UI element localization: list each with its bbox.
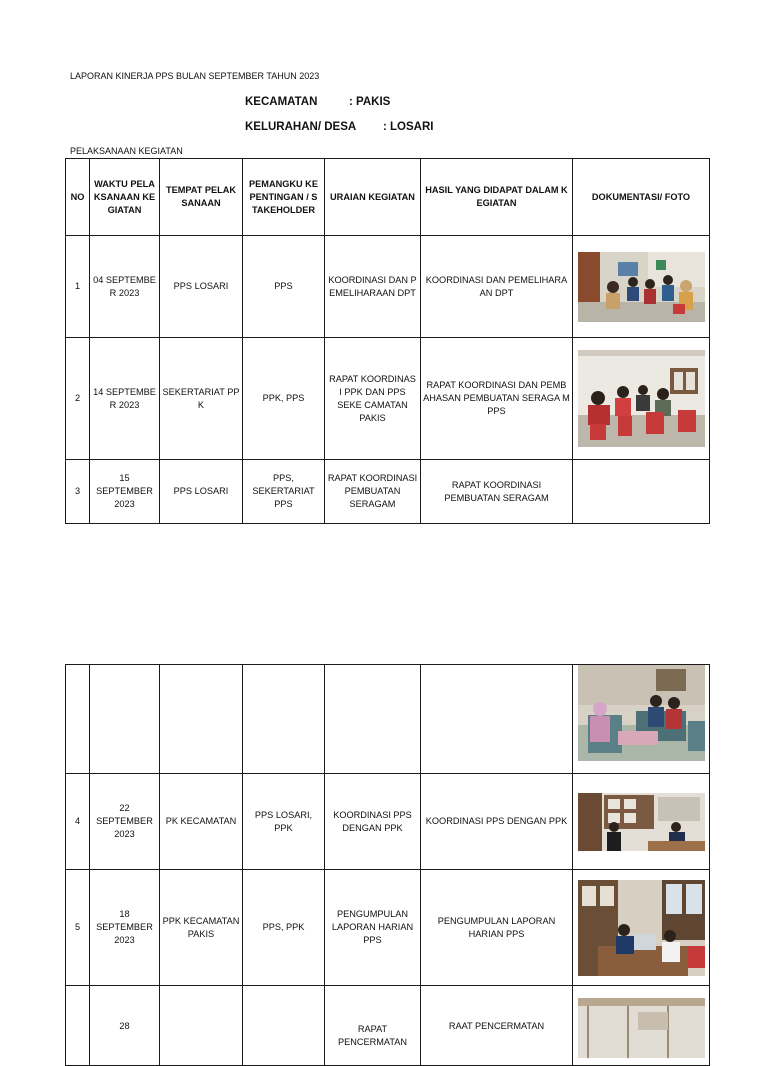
table-row (66, 236, 710, 338)
header-pemangku: PEMANGKU KE PENTINGAN / S TAKEHOLDER (243, 159, 325, 236)
cell-tempat: PPK KECAMATAN PAKIS (160, 870, 243, 986)
header-uraian: URAIAN KEGIATAN (325, 159, 421, 236)
ceiling-photo (578, 998, 705, 1058)
office-desk-photo (578, 880, 705, 976)
header-tempat: TEMPAT PELAK SANAAN (160, 159, 243, 236)
section-title: PELAKSANAAN KEGIATAN (70, 146, 183, 156)
cell-photo (573, 665, 710, 774)
cell-uraian: RAPAT PENCERMATAN (325, 986, 421, 1066)
cell-no: 4 (66, 774, 90, 870)
cell-uraian: RAPAT KOORDINASI PEMBUATAN SERAGAM (325, 460, 421, 524)
activity-table (65, 158, 710, 524)
office-photo (578, 793, 705, 851)
cell-no (66, 986, 90, 1066)
cell-hasil: RAPAT KOORDINASI DAN PEMB AHASAN PEMBUATAN SERAGA M PPS (421, 338, 573, 460)
cell-hasil (421, 665, 573, 774)
cell-hasil: KOORDINASI PPS DENGAN PPK (421, 774, 573, 870)
cell-uraian: KOORDINASI DAN P EMELIHARAAN DPT (325, 236, 421, 338)
cell-no: 2 (66, 338, 90, 460)
cell-waktu: 22 SEPTEMBER 2023 (90, 774, 160, 870)
cell-tempat (160, 986, 243, 1066)
cell-pemangku (243, 986, 325, 1066)
cell-no (66, 665, 90, 774)
cell-tempat (160, 665, 243, 774)
cell-photo (573, 774, 710, 870)
cell-hasil: RAAT PENCERMATAN (421, 986, 573, 1066)
cell-pemangku: PPS, SEKERTARIAT PPS (243, 460, 325, 524)
table-row (66, 338, 710, 460)
cell-waktu (90, 665, 160, 774)
report-title: LAPORAN KINERJA PPS BULAN SEPTEMBER TAHUN 2023 (70, 71, 320, 81)
cell-photo (573, 870, 710, 986)
hall-meeting-photo (578, 350, 705, 447)
cell-hasil: KOORDINASI DAN PEMELIHARA AN DPT (421, 236, 573, 338)
cell-no: 3 (66, 460, 90, 524)
cell-no: 1 (66, 236, 90, 338)
kecamatan-label: KECAMATAN (245, 96, 318, 108)
table-row (66, 665, 710, 774)
table-header-row (66, 159, 710, 236)
cell-photo (573, 460, 710, 524)
cell-waktu: 04 SEPTEMBE R 2023 (90, 236, 160, 338)
cell-tempat: PPS LOSARI (160, 460, 243, 524)
cell-photo (573, 338, 710, 460)
cell-photo (573, 986, 710, 1066)
header-hasil: HASIL YANG DIDAPAT DALAM K EGIATAN (421, 159, 573, 236)
table-row (66, 774, 710, 870)
cell-tempat: PPS LOSARI (160, 236, 243, 338)
cell-pemangku: PPK, PPS (243, 338, 325, 460)
cell-tempat: SEKERTARIAT PP K (160, 338, 243, 460)
cell-waktu: 15 SEPTEMBER 2023 (90, 460, 160, 524)
header-dokumentasi: DOKUMENTASI/ FOTO (573, 159, 710, 236)
table-row (66, 460, 710, 524)
header-no: NO (66, 159, 90, 236)
cell-waktu: 14 SEPTEMBE R 2023 (90, 338, 160, 460)
table-row (66, 986, 710, 1066)
cell-uraian: RAPAT KOORDINAS I PPK DAN PPS SEKE CAMATAN PAKIS (325, 338, 421, 460)
cell-hasil: PENGUMPULAN LAPORAN HARIAN PPS (421, 870, 573, 986)
cell-uraian: PENGUMPULAN LAPORAN HARIAN PPS (325, 870, 421, 986)
cell-waktu: 18 SEPTEMBER 2023 (90, 870, 160, 986)
living-room-photo (578, 665, 705, 761)
cell-no: 5 (66, 870, 90, 986)
activity-table-continued (65, 664, 710, 1066)
meeting-room-photo (578, 252, 705, 322)
cell-hasil: RAPAT KOORDINASI PEMBUATAN SERAGAM (421, 460, 573, 524)
cell-pemangku: PPS (243, 236, 325, 338)
cell-waktu: 28 (90, 986, 160, 1066)
kecamatan-value: : PAKIS (349, 96, 391, 108)
cell-uraian (325, 665, 421, 774)
kelurahan-label: KELURAHAN/ DESA (245, 121, 357, 133)
cell-tempat: PK KECAMATAN (160, 774, 243, 870)
cell-pemangku: PPS LOSARI, PPK (243, 774, 325, 870)
header-waktu: WAKTU PELA KSANAAN KE GIATAN (90, 159, 160, 236)
cell-photo (573, 236, 710, 338)
kelurahan-value: : LOSARI (383, 121, 434, 133)
cell-pemangku (243, 665, 325, 774)
cell-uraian: KOORDINASI PPS DENGAN PPK (325, 774, 421, 870)
table-row (66, 870, 710, 986)
cell-pemangku: PPS, PPK (243, 870, 325, 986)
